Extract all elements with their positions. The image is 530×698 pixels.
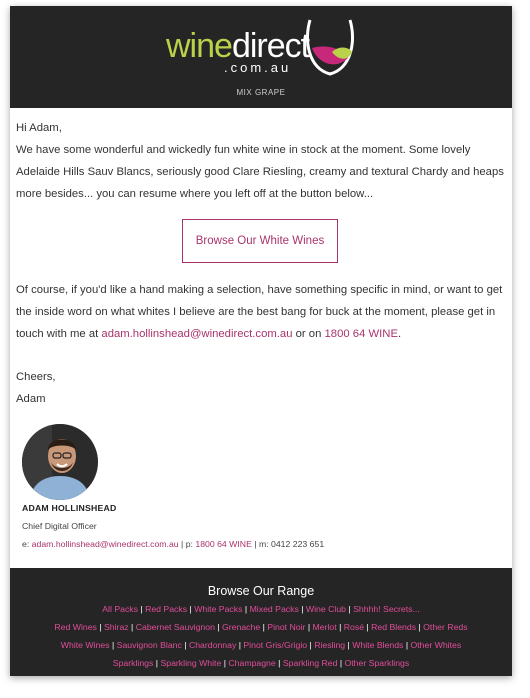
footer-link[interactable]: Sparkling Red — [282, 658, 338, 668]
winedirect-logo[interactable] — [166, 18, 366, 84]
closing-name: Adam — [16, 393, 46, 405]
footer-link[interactable]: Other Sparklings — [344, 658, 410, 668]
help-paragraph — [16, 279, 506, 345]
link-separator: | — [260, 622, 268, 632]
link-separator: | — [305, 622, 313, 632]
link-separator: | — [298, 604, 306, 614]
footer-links-whites — [10, 640, 512, 650]
signature-phone-link[interactable]: 1800 64 WINE — [195, 539, 252, 549]
link-separator: | — [307, 640, 315, 650]
signature-email-link[interactable]: adam.hollinshead@winedirect.com.au — [31, 539, 179, 549]
footer-link[interactable]: Grenache — [222, 622, 261, 632]
logo-wine-text: wine — [166, 27, 232, 65]
phone-label: | p: — [178, 539, 196, 549]
link-separator: | — [214, 622, 223, 632]
footer-link[interactable]: Champagne — [228, 658, 276, 668]
greeting: Hi Adam, — [16, 122, 62, 134]
email-footer — [10, 568, 512, 676]
footer-link[interactable]: Sauvignon Blanc — [116, 640, 182, 650]
email-card — [10, 6, 512, 676]
footer-link[interactable]: Shhhh! Secrets... — [353, 604, 420, 614]
footer-link[interactable]: Riesling — [314, 640, 346, 650]
link-separator: | — [364, 622, 372, 632]
help-text-start: Of course, if you'd like a hand making a selection, have something specific in mind, or want to get the inside word on what whites I believe are the best bang for buck at the moment, please get in touch with me at — [16, 284, 503, 340]
footer-link[interactable]: Chardonnay — [188, 640, 237, 650]
email-link[interactable]: adam.hollinshead@winedirect.com.au — [101, 328, 293, 340]
footer-links-reds — [10, 622, 512, 632]
signature-name: ADAM HOLLINSHEAD — [22, 503, 117, 513]
footer-link[interactable]: All Packs — [102, 604, 138, 614]
footer-link[interactable]: Other Reds — [423, 622, 468, 632]
link-separator: | — [96, 622, 104, 632]
link-separator: | — [137, 604, 146, 614]
footer-title: Browse Our Range — [207, 584, 315, 598]
help-text-mid: or on — [292, 328, 325, 340]
footer-link[interactable]: Shiraz — [104, 622, 129, 632]
link-separator: | — [416, 622, 424, 632]
wine-glass-icon — [302, 18, 358, 82]
footer-links-sparklings — [10, 658, 512, 668]
link-separator: | — [236, 640, 244, 650]
intro-paragraph: We have some wonderful and wickedly fun white wine in stock at the moment. Some lovely Adelaide Hills Sauv Blancs, seriously good Clare Riesling, creamy and textural Chardy and heaps more besides... you can resume where you left off at the button below... — [16, 144, 504, 200]
link-separator: | — [275, 658, 283, 668]
link-separator: | — [153, 658, 161, 668]
footer-link[interactable]: Sparklings — [112, 658, 154, 668]
header-subtitle: MIX GRAPE — [236, 88, 286, 97]
link-separator: | — [181, 640, 189, 650]
link-separator: | — [242, 604, 250, 614]
logo-wordmark — [166, 28, 309, 64]
footer-link[interactable]: Rosé — [343, 622, 365, 632]
logo-direct-text: direct — [231, 27, 310, 65]
link-separator: | — [345, 604, 354, 614]
footer-link[interactable]: Red Wines — [54, 622, 97, 632]
footer-link[interactable]: Pinot Noir — [267, 622, 306, 632]
footer-link[interactable]: Merlot — [312, 622, 337, 632]
link-separator: | — [345, 640, 353, 650]
footer-links-packs — [10, 604, 512, 614]
link-separator: | — [187, 604, 195, 614]
footer-link[interactable]: Wine Club — [305, 604, 346, 614]
link-separator: | — [128, 622, 136, 632]
link-separator: | — [221, 658, 229, 668]
profile-photo — [22, 424, 98, 500]
closing-cheers: Cheers, — [16, 371, 56, 383]
email-header — [10, 6, 512, 108]
link-separator: | — [403, 640, 411, 650]
footer-link[interactable]: White Packs — [194, 604, 243, 614]
footer-link[interactable]: White Wines — [60, 640, 110, 650]
browse-white-wines-button[interactable]: Browse Our White Wines — [182, 219, 338, 263]
link-separator: | — [336, 622, 344, 632]
footer-link[interactable]: Other Whites — [410, 640, 462, 650]
phone-link[interactable]: 1800 64 WINE — [324, 328, 398, 340]
signature-contact — [22, 539, 324, 549]
logo-domain-text: .com.au — [224, 60, 292, 75]
mobile-text: | m: 0412 223 651 — [251, 539, 325, 549]
help-text-end: . — [397, 328, 402, 340]
footer-link[interactable]: Red Packs — [145, 604, 188, 614]
footer-link[interactable]: Cabernet Sauvignon — [135, 622, 215, 632]
link-separator: | — [337, 658, 345, 668]
footer-link[interactable]: Mixed Packs — [249, 604, 299, 614]
footer-link[interactable]: White Blends — [352, 640, 404, 650]
email-label: e: — [22, 539, 32, 549]
signature-title: Chief Digital Officer — [22, 521, 97, 531]
avatar — [22, 424, 98, 500]
footer-link[interactable]: Red Blends — [371, 622, 417, 632]
footer-link[interactable]: Sparkling White — [160, 658, 222, 668]
link-separator: | — [109, 640, 117, 650]
footer-link[interactable]: Pinot Gris/Grigio — [243, 640, 308, 650]
